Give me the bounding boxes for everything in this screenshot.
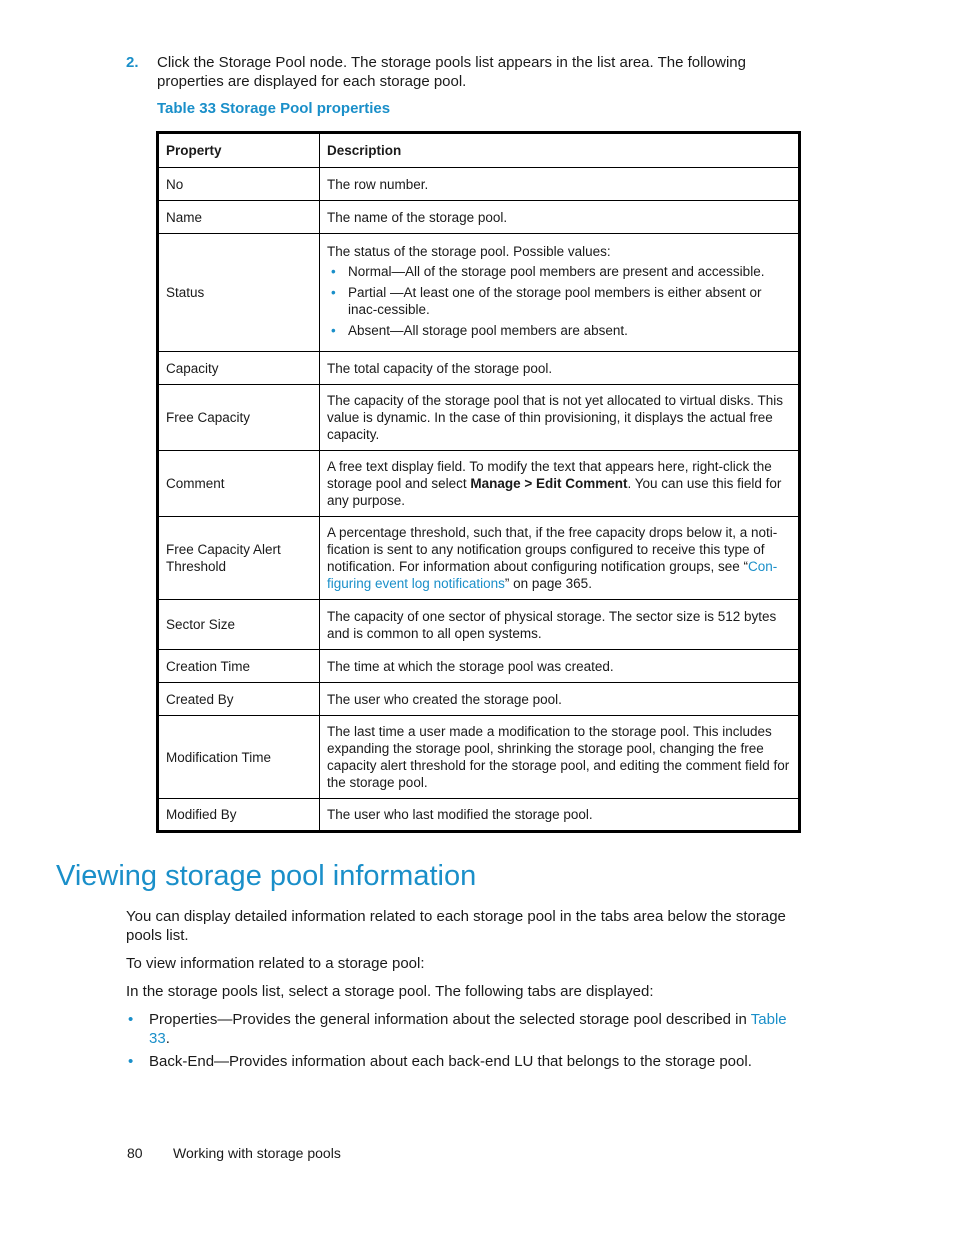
description-text: . You can use this field for any purpose. <box>327 476 782 508</box>
event-log-notifications-link[interactable]: Con-figuring event log notifications <box>327 559 778 591</box>
description-text: A free text display field. To modify the text that appears here, right-click the storage pool and select <box>327 459 772 491</box>
paragraph: You can display detailed information related to each storage pool in the tabs area below the storage pools list. <box>126 908 786 944</box>
property-cell: Name <box>158 201 320 234</box>
property-cell: Sector Size <box>158 600 320 650</box>
list-item: • Absent—All storage pool members are absent. <box>327 322 791 339</box>
table-row <box>158 683 800 716</box>
description-cell <box>320 451 800 517</box>
description-text: A percentage threshold, such that, if the free capacity drops below it, a noti-fication is sent to any notification groups configured to receive this type of notification. For information about configuring notification groups, see “ <box>327 525 778 574</box>
table-row <box>158 201 800 234</box>
list-item <box>126 1010 806 1048</box>
property-cell: Status <box>158 234 320 352</box>
property-cell: Capacity <box>158 352 320 385</box>
paragraph: To view information related to a storage pool: <box>126 955 425 972</box>
paragraph: In the storage pools list, select a storage pool. The following tabs are displayed: <box>126 983 654 1000</box>
table-header-row <box>158 133 800 168</box>
status-intro: The status of the storage pool. Possible values: <box>327 243 611 259</box>
description-cell <box>320 234 800 352</box>
page-number: 80 <box>127 1145 143 1161</box>
header-property: Property <box>158 133 320 168</box>
property-cell: Creation Time <box>158 650 320 683</box>
table-row <box>158 600 800 650</box>
table-row <box>158 650 800 683</box>
status-values-list <box>327 263 791 339</box>
description-text: ” on page 365. <box>504 576 592 591</box>
table-33-link[interactable]: Table 33 <box>149 1011 787 1047</box>
menu-path-text: Manage > Edit Comment <box>470 476 628 491</box>
table-row <box>158 716 800 799</box>
table-row <box>158 385 800 451</box>
section-heading: Viewing storage pool information <box>56 860 477 892</box>
storage-pool-properties-table <box>156 131 801 833</box>
description-cell: The row number. <box>320 168 800 201</box>
list-item: • Back-End—Provides information about each back-end LU that belongs to the storage pool. <box>126 1052 806 1071</box>
table-row <box>158 352 800 385</box>
description-cell: The capacity of the storage pool that is not yet allocated to virtual disks. This value is dynamic. In the case of thin provisioning, it displays the actual free capacity. <box>320 385 800 451</box>
property-cell: Comment <box>158 451 320 517</box>
footer-title: Working with storage pools <box>173 1145 341 1161</box>
description-cell: The user who last modified the storage pool. <box>320 799 800 832</box>
table-row <box>158 234 800 352</box>
table-row <box>158 168 800 201</box>
property-cell: Free Capacity <box>158 385 320 451</box>
step-2 <box>126 53 816 91</box>
step-number: 2. <box>126 54 139 71</box>
description-cell: The last time a user made a modification to the storage pool. This includes expanding the storage pool, shrinking the storage pool, changing the free capacity alert threshold for the storage pool, and editing the comment field for the storage pool. <box>320 716 800 799</box>
table-row <box>158 517 800 600</box>
table-caption: Table 33 Storage Pool properties <box>157 100 391 117</box>
property-cell: Modified By <box>158 799 320 832</box>
description-cell: The capacity of one sector of physical storage. The sector size is 512 bytes and is common to all open systems. <box>320 600 800 650</box>
description-cell: The time at which the storage pool was created. <box>320 650 800 683</box>
property-cell: Created By <box>158 683 320 716</box>
description-cell <box>320 517 800 600</box>
tabs-list <box>126 1010 806 1075</box>
list-item: • Normal—All of the storage pool members are present and accessible. <box>327 263 791 280</box>
property-cell: Free Capacity Alert Threshold <box>158 517 320 600</box>
description-cell: The user who created the storage pool. <box>320 683 800 716</box>
step-text: Click the Storage Pool node. The storage pools list appears in the list area. The following properties are displayed for each storage pool. <box>157 54 746 90</box>
header-description: Description <box>320 133 800 168</box>
property-cell: Modification Time <box>158 716 320 799</box>
description-cell: The name of the storage pool. <box>320 201 800 234</box>
description-cell: The total capacity of the storage pool. <box>320 352 800 385</box>
bullet-text: . <box>165 1030 170 1047</box>
table-row <box>158 799 800 832</box>
list-item: • Partial —At least one of the storage pool members is either absent or inac-cessible. <box>327 284 791 318</box>
bullet-text: Properties—Provides the general information about the selected storage pool described in <box>149 1011 751 1028</box>
property-cell: No <box>158 168 320 201</box>
table-row <box>158 451 800 517</box>
